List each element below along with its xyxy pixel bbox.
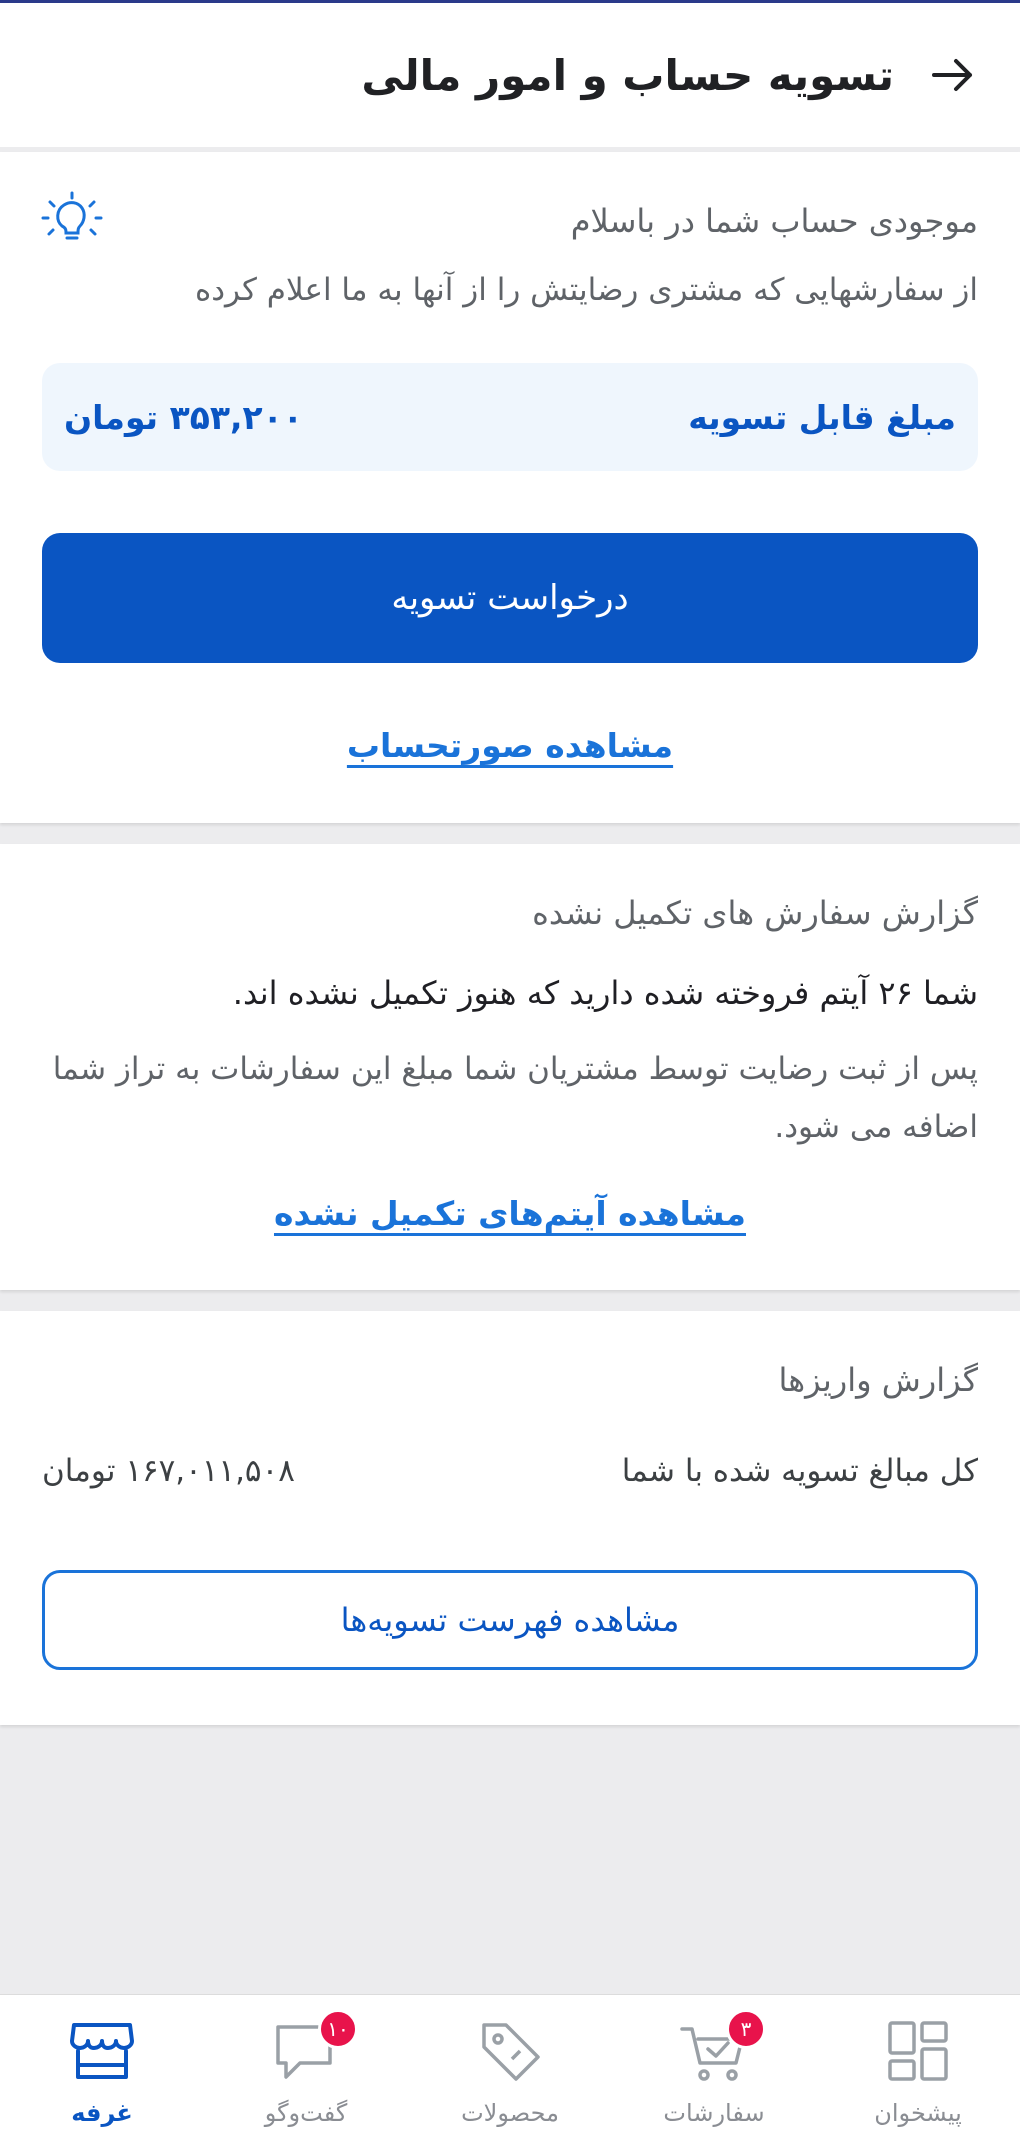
nav-item-chat[interactable] — [204, 1995, 408, 2140]
view-statement-link[interactable]: مشاهده صورتحساب — [346, 726, 674, 765]
nav-label: گفت‌وگو — [264, 2099, 348, 2127]
balance-heading: موجودی حساب شما در باسلام — [570, 202, 978, 240]
dashboard-icon — [882, 2015, 954, 2087]
total-settled-row — [42, 1453, 978, 1489]
back-arrow-icon[interactable] — [924, 47, 980, 103]
view-settlements-list-button[interactable]: مشاهده فهرست تسویه‌ها — [42, 1570, 978, 1670]
total-settled-value: ۱۶۷,۰۱۱,۵۰۸ تومان — [42, 1453, 295, 1489]
total-settled-label: کل مبالغ تسویه شده با شما — [621, 1453, 978, 1489]
lightbulb-icon[interactable] — [40, 190, 104, 254]
incomplete-orders-heading: گزارش سفارش های تکمیل نشده — [532, 894, 978, 932]
chat-icon — [270, 2015, 349, 2087]
payable-amount-label: مبلغ قابل تسویه — [688, 397, 956, 437]
chat-badge: ۱۰ — [318, 2009, 358, 2049]
app-header — [0, 3, 1020, 147]
nav-item-store[interactable] — [0, 1995, 204, 2140]
incomplete-orders-card — [0, 844, 1020, 1290]
nav-item-dashboard[interactable] — [816, 1995, 1020, 2140]
deposits-card — [0, 1311, 1020, 1725]
orders-badge: ۳ — [726, 2009, 766, 2049]
cart-icon — [678, 2015, 750, 2087]
balance-description: از سفارشهایی که مشتری رضایتش را از آنها به ما اعلام کرده — [195, 272, 978, 308]
payable-amount-box — [42, 363, 978, 471]
bottom-navigation — [0, 1994, 1020, 2140]
page-title: تسویه حساب و امور مالی — [361, 50, 894, 100]
incomplete-orders-count-text: شما ۲۶ آیتم فروخته شده دارید که هنوز تکمیل نشده اند. — [232, 974, 978, 1012]
nav-label: سفارشات — [663, 2099, 765, 2127]
store-icon — [66, 2015, 138, 2087]
nav-label: محصولات — [461, 2099, 559, 2127]
nav-label: پیشخوان — [874, 2099, 962, 2127]
tag-icon — [474, 2015, 546, 2087]
incomplete-orders-info-text: پس از ثبت رضایت توسط مشتریان شما مبلغ این سفارشات به تراز شما اضافه می شود. — [52, 1051, 978, 1145]
nav-item-products[interactable] — [408, 1995, 612, 2140]
request-settlement-button[interactable]: درخواست تسویه — [42, 533, 978, 663]
payable-amount-value: ۳۵۳,۲۰۰ تومان — [64, 397, 303, 437]
nav-item-orders[interactable] — [612, 1995, 816, 2140]
deposits-heading: گزارش واریزها — [778, 1361, 978, 1399]
nav-label: غرفه — [71, 2099, 133, 2127]
balance-card — [0, 152, 1020, 823]
view-incomplete-items-link[interactable]: مشاهده آیتم‌های تکمیل نشده — [273, 1194, 746, 1233]
